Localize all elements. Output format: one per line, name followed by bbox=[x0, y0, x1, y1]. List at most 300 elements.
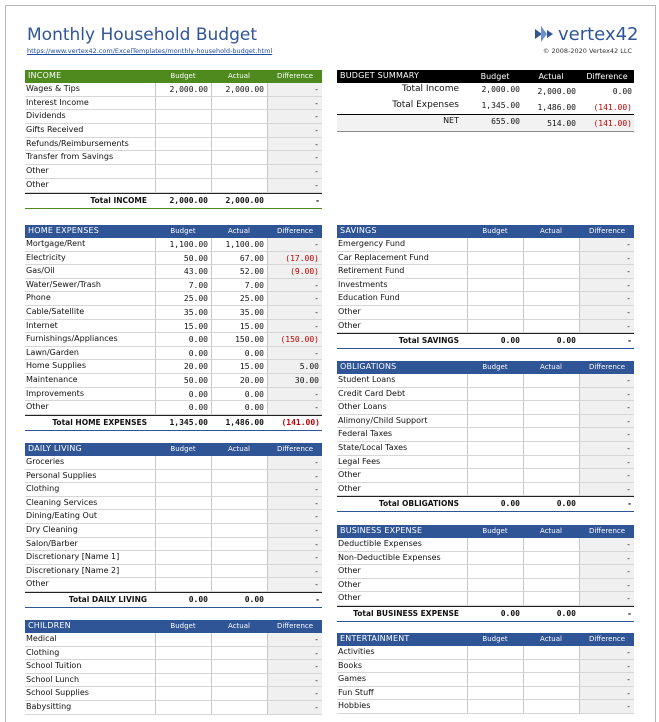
obligations-total-actual: 0.00 bbox=[556, 499, 576, 509]
children-budget-input[interactable] bbox=[155, 633, 211, 647]
savings-actual-input[interactable] bbox=[523, 306, 579, 320]
entertainment-budget-input[interactable] bbox=[467, 673, 523, 687]
income-actual-input[interactable] bbox=[211, 165, 267, 179]
income-budget-input[interactable] bbox=[155, 179, 211, 193]
home-total-budget: 1,345.00 bbox=[169, 417, 208, 427]
daily-actual-input[interactable] bbox=[211, 578, 267, 592]
obligations-actual-input[interactable] bbox=[523, 415, 579, 429]
children-actual-input[interactable] bbox=[211, 660, 267, 674]
entertainment-budget-input[interactable] bbox=[467, 646, 523, 660]
income-budget-input[interactable] bbox=[155, 110, 211, 124]
savings-budget-input[interactable] bbox=[467, 279, 523, 293]
business-actual-input[interactable] bbox=[523, 592, 579, 606]
home-actual-input[interactable] bbox=[211, 388, 267, 402]
home-row bbox=[25, 292, 322, 306]
entertainment-row bbox=[337, 646, 634, 660]
home-budget-input[interactable] bbox=[155, 238, 211, 252]
obligations-difference-cell bbox=[579, 388, 634, 402]
obligations-actual-input[interactable] bbox=[523, 428, 579, 442]
home-budget-input[interactable] bbox=[155, 292, 211, 306]
income-actual-input[interactable] bbox=[211, 110, 267, 124]
home-difference-value: - bbox=[314, 389, 319, 399]
income-actual-input[interactable] bbox=[211, 151, 267, 165]
obligations-row-label: State/Local Taxes bbox=[338, 442, 408, 452]
entertainment-actual-input[interactable] bbox=[523, 700, 579, 714]
entertainment-actual-input[interactable] bbox=[523, 673, 579, 687]
daily-label-cell bbox=[25, 524, 155, 538]
home-actual-input[interactable] bbox=[211, 374, 267, 388]
daily-row bbox=[25, 538, 322, 552]
home-budget-input[interactable] bbox=[155, 347, 211, 361]
income-row-label: Transfer from Savings bbox=[26, 152, 114, 162]
income-col-actual: Actual bbox=[228, 72, 250, 80]
business-actual-input[interactable] bbox=[523, 538, 579, 552]
obligations-difference-cell bbox=[579, 483, 634, 497]
home-actual-input[interactable] bbox=[211, 333, 267, 347]
home-row-label: Phone bbox=[26, 293, 51, 303]
savings-difference-cell bbox=[579, 265, 634, 279]
income-budget-input[interactable] bbox=[155, 124, 211, 138]
savings-actual-input[interactable] bbox=[523, 265, 579, 279]
entertainment-difference-value: - bbox=[626, 648, 631, 657]
home-budget-input[interactable] bbox=[155, 252, 211, 266]
copyright: © 2008-2020 Vertex42 LLC bbox=[542, 47, 632, 55]
home-actual-value: 0.00 bbox=[244, 403, 264, 413]
home-actual-input[interactable] bbox=[211, 347, 267, 361]
income-actual-input[interactable] bbox=[211, 97, 267, 111]
income-difference-cell bbox=[267, 151, 322, 165]
entertainment-col-difference: Difference bbox=[588, 635, 626, 643]
summary-expenses-actual: 1,486.00 bbox=[537, 102, 576, 112]
home-difference-cell bbox=[267, 292, 322, 306]
obligations-row bbox=[337, 483, 634, 497]
obligations-row bbox=[337, 469, 634, 483]
obligations-row-label: Other Loans bbox=[338, 402, 387, 412]
obligations-row bbox=[337, 428, 634, 442]
savings-row bbox=[337, 292, 634, 306]
daily-row-label: Dry Cleaning bbox=[26, 524, 78, 534]
daily-budget-input[interactable] bbox=[155, 497, 211, 511]
business-row-label: Non-Deductible Expenses bbox=[338, 552, 441, 562]
obligations-row bbox=[337, 388, 634, 402]
children-actual-input[interactable] bbox=[211, 701, 267, 715]
obligations-col-budget: Budget bbox=[482, 363, 508, 371]
home-budget-input[interactable] bbox=[155, 265, 211, 279]
savings-budget-input[interactable] bbox=[467, 292, 523, 306]
home-label-cell bbox=[25, 401, 155, 415]
obligations-budget-input[interactable] bbox=[467, 469, 523, 483]
home-row bbox=[25, 279, 322, 293]
obligations-difference-value: - bbox=[626, 389, 631, 399]
children-difference-cell bbox=[267, 633, 322, 647]
entertainment-col-budget: Budget bbox=[482, 635, 508, 643]
obligations-difference-value: - bbox=[626, 403, 631, 413]
savings-total-budget: 0.00 bbox=[500, 336, 520, 346]
obligations-label-cell bbox=[337, 388, 467, 402]
home-row-label: Water/Sewer/Trash bbox=[26, 279, 101, 289]
income-row bbox=[25, 165, 322, 179]
income-col-difference: Difference bbox=[276, 72, 314, 80]
home-actual-value: 20.00 bbox=[239, 375, 264, 385]
entertainment-difference-value: - bbox=[626, 688, 631, 698]
obligations-label-cell bbox=[337, 415, 467, 429]
daily-budget-input[interactable] bbox=[155, 524, 211, 538]
home-actual-input[interactable] bbox=[211, 252, 267, 266]
children-label-cell bbox=[25, 660, 155, 674]
obligations-actual-input[interactable] bbox=[523, 483, 579, 497]
children-budget-input[interactable] bbox=[155, 674, 211, 688]
daily-row bbox=[25, 497, 322, 511]
home-budget-value: 7.00 bbox=[188, 280, 208, 290]
daily-actual-input[interactable] bbox=[211, 470, 267, 484]
home-label-cell bbox=[25, 388, 155, 402]
entertainment-difference-value: - bbox=[626, 675, 631, 685]
home-row-label: Mortgage/Rent bbox=[26, 239, 86, 248]
children-table bbox=[25, 620, 322, 715]
summary-expenses-diff: (141.00) bbox=[593, 102, 632, 112]
home-actual-input[interactable] bbox=[211, 292, 267, 306]
daily-row-label: Discretionary [Name 1] bbox=[26, 552, 120, 562]
business-total-actual: 0.00 bbox=[556, 608, 576, 618]
income-label-cell bbox=[25, 138, 155, 152]
daily-budget-input[interactable] bbox=[155, 538, 211, 552]
obligations-actual-input[interactable] bbox=[523, 469, 579, 483]
business-actual-input[interactable] bbox=[523, 565, 579, 579]
home-total-actual: 1,486.00 bbox=[225, 417, 264, 427]
entertainment-budget-input[interactable] bbox=[467, 687, 523, 701]
children-difference-cell bbox=[267, 701, 322, 715]
daily-actual-input[interactable] bbox=[211, 510, 267, 524]
children-budget-input[interactable] bbox=[155, 701, 211, 715]
obligations-label-cell bbox=[337, 428, 467, 442]
home-difference-cell bbox=[267, 252, 322, 266]
children-difference-value: - bbox=[314, 648, 319, 658]
savings-label-cell bbox=[337, 320, 467, 334]
savings-row bbox=[337, 320, 634, 334]
home-actual-input[interactable] bbox=[211, 238, 267, 252]
daily-row bbox=[25, 470, 322, 484]
home-budget-value: 1,100.00 bbox=[169, 240, 208, 249]
income-row-label: Interest Income bbox=[26, 97, 89, 107]
daily-difference-cell bbox=[267, 497, 322, 511]
income-row bbox=[25, 97, 322, 111]
entertainment-row bbox=[337, 673, 634, 687]
entertainment-difference-cell bbox=[579, 673, 634, 687]
daily-label-cell bbox=[25, 456, 155, 470]
entertainment-row-label: Games bbox=[338, 674, 366, 684]
entertainment-budget-input[interactable] bbox=[467, 700, 523, 714]
savings-header bbox=[337, 225, 634, 238]
entertainment-budget-input[interactable] bbox=[467, 660, 523, 674]
business-actual-input[interactable] bbox=[523, 552, 579, 566]
home-actual-value: 150.00 bbox=[235, 335, 264, 345]
entertainment-row-label: Activities bbox=[338, 647, 375, 656]
entertainment-label-cell bbox=[337, 687, 467, 701]
children-row bbox=[25, 660, 322, 674]
savings-total-diff: - bbox=[627, 336, 632, 346]
savings-actual-input[interactable] bbox=[523, 238, 579, 252]
obligations-row-label: Student Loans bbox=[338, 375, 396, 384]
income-difference-value: - bbox=[314, 85, 319, 94]
children-label-cell bbox=[25, 633, 155, 647]
children-col-budget: Budget bbox=[170, 622, 196, 630]
income-budget-input[interactable] bbox=[155, 138, 211, 152]
children-actual-input[interactable] bbox=[211, 633, 267, 647]
obligations-total-diff: - bbox=[627, 499, 632, 509]
daily-total-row bbox=[25, 592, 322, 608]
daily-header bbox=[25, 443, 322, 456]
income-row bbox=[25, 83, 322, 97]
children-header bbox=[25, 620, 322, 633]
obligations-actual-input[interactable] bbox=[523, 456, 579, 470]
business-row bbox=[337, 538, 634, 552]
obligations-col-actual: Actual bbox=[540, 363, 562, 371]
entertainment-difference-cell bbox=[579, 700, 634, 714]
savings-budget-input[interactable] bbox=[467, 320, 523, 334]
daily-row-label: Clothing bbox=[26, 484, 60, 494]
entertainment-label-cell bbox=[337, 673, 467, 687]
home-row bbox=[25, 306, 322, 320]
daily-actual-input[interactable] bbox=[211, 483, 267, 497]
home-budget-input[interactable] bbox=[155, 279, 211, 293]
home-budget-input[interactable] bbox=[155, 320, 211, 334]
business-difference-cell bbox=[579, 592, 634, 606]
children-budget-input[interactable] bbox=[155, 647, 211, 661]
summary-net-row bbox=[337, 115, 634, 132]
savings-actual-input[interactable] bbox=[523, 320, 579, 334]
home-budget-input[interactable] bbox=[155, 388, 211, 402]
template-link[interactable]: https://www.vertex42.com/ExcelTemplates/monthly-household-budget.html bbox=[27, 47, 273, 55]
savings-difference-value: - bbox=[626, 253, 631, 263]
income-actual-input[interactable] bbox=[211, 83, 267, 97]
daily-difference-value: - bbox=[314, 566, 319, 576]
home-difference-cell bbox=[267, 265, 322, 279]
home-budget-value: 0.00 bbox=[188, 335, 208, 345]
daily-budget-input[interactable] bbox=[155, 551, 211, 565]
daily-budget-input[interactable] bbox=[155, 483, 211, 497]
daily-actual-input[interactable] bbox=[211, 456, 267, 470]
daily-row bbox=[25, 578, 322, 592]
home-label-cell bbox=[25, 292, 155, 306]
daily-col-difference: Difference bbox=[276, 445, 314, 453]
home-difference-cell bbox=[267, 279, 322, 293]
home-actual-input[interactable] bbox=[211, 401, 267, 415]
children-row-label: School Tuition bbox=[26, 661, 82, 671]
savings-total-actual: 0.00 bbox=[556, 336, 576, 346]
savings-difference-value: - bbox=[626, 294, 631, 304]
daily-difference-cell bbox=[267, 565, 322, 579]
savings-actual-input[interactable] bbox=[523, 252, 579, 266]
home-row bbox=[25, 265, 322, 279]
daily-difference-value: - bbox=[314, 525, 319, 535]
savings-actual-input[interactable] bbox=[523, 279, 579, 293]
children-actual-input[interactable] bbox=[211, 647, 267, 661]
home-actual-input[interactable] bbox=[211, 279, 267, 293]
obligations-difference-cell bbox=[579, 415, 634, 429]
summary-income-budget: 2,000.00 bbox=[481, 85, 520, 94]
home-actual-input[interactable] bbox=[211, 320, 267, 334]
children-row-label: School Lunch bbox=[26, 674, 80, 684]
income-budget-input[interactable] bbox=[155, 165, 211, 179]
business-budget-input[interactable] bbox=[467, 538, 523, 552]
daily-label-cell bbox=[25, 578, 155, 592]
children-actual-input[interactable] bbox=[211, 674, 267, 688]
obligations-budget-input[interactable] bbox=[467, 456, 523, 470]
home-budget-value: 0.00 bbox=[188, 403, 208, 413]
obligations-actual-input[interactable] bbox=[523, 401, 579, 415]
savings-difference-cell bbox=[579, 292, 634, 306]
daily-col-budget: Budget bbox=[170, 445, 196, 453]
daily-budget-input[interactable] bbox=[155, 510, 211, 524]
daily-budget-input[interactable] bbox=[155, 565, 211, 579]
children-budget-input[interactable] bbox=[155, 660, 211, 674]
home-row-label: Gas/Oil bbox=[26, 266, 55, 276]
obligations-actual-input[interactable] bbox=[523, 442, 579, 456]
entertainment-actual-input[interactable] bbox=[523, 646, 579, 660]
obligations-actual-input[interactable] bbox=[523, 374, 579, 388]
savings-budget-input[interactable] bbox=[467, 252, 523, 266]
children-label-cell bbox=[25, 674, 155, 688]
children-label-cell bbox=[25, 687, 155, 701]
daily-total-budget: 0.00 bbox=[188, 594, 208, 604]
obligations-budget-input[interactable] bbox=[467, 415, 523, 429]
daily-row-label: Personal Supplies bbox=[26, 470, 97, 480]
home-budget-input[interactable] bbox=[155, 333, 211, 347]
summary-expenses-row bbox=[337, 99, 634, 116]
home-budget-value: 50.00 bbox=[183, 375, 208, 385]
income-budget-input[interactable] bbox=[155, 83, 211, 97]
obligations-row-label: Alimony/Child Support bbox=[338, 415, 428, 425]
daily-difference-value: - bbox=[314, 485, 319, 495]
home-difference-value: - bbox=[314, 240, 319, 249]
income-budget-input[interactable] bbox=[155, 151, 211, 165]
income-col-budget: Budget bbox=[170, 72, 196, 80]
income-difference-cell bbox=[267, 138, 322, 152]
income-actual-input[interactable] bbox=[211, 179, 267, 193]
entertainment-label-cell bbox=[337, 700, 467, 714]
savings-difference-value: - bbox=[626, 240, 631, 249]
daily-actual-input[interactable] bbox=[211, 497, 267, 511]
children-difference-value: - bbox=[314, 702, 319, 712]
obligations-actual-input[interactable] bbox=[523, 388, 579, 402]
children-actual-input[interactable] bbox=[211, 687, 267, 701]
home-difference-cell bbox=[267, 388, 322, 402]
obligations-difference-cell bbox=[579, 428, 634, 442]
obligations-label-cell bbox=[337, 442, 467, 456]
daily-budget-input[interactable] bbox=[155, 578, 211, 592]
home-difference-value: - bbox=[314, 294, 319, 304]
obligations-budget-input[interactable] bbox=[467, 428, 523, 442]
daily-row-label: Dining/Eating Out bbox=[26, 511, 98, 521]
home-label-cell bbox=[25, 333, 155, 347]
home-budget-input[interactable] bbox=[155, 374, 211, 388]
daily-difference-value: - bbox=[314, 458, 319, 467]
savings-total-label: Total SAVINGS bbox=[398, 336, 459, 346]
income-budget-input[interactable] bbox=[155, 97, 211, 111]
business-budget-input[interactable] bbox=[467, 552, 523, 566]
savings-budget-input[interactable] bbox=[467, 265, 523, 279]
obligations-label-cell bbox=[337, 483, 467, 497]
business-budget-input[interactable] bbox=[467, 592, 523, 606]
business-budget-input[interactable] bbox=[467, 579, 523, 593]
income-difference-cell bbox=[267, 97, 322, 111]
children-col-actual: Actual bbox=[228, 622, 250, 630]
entertainment-actual-input[interactable] bbox=[523, 660, 579, 674]
home-budget-input[interactable] bbox=[155, 306, 211, 320]
children-title: CHILDREN bbox=[28, 621, 71, 630]
business-difference-cell bbox=[579, 538, 634, 552]
home-col-actual: Actual bbox=[228, 227, 250, 235]
logo-text: vertex42 bbox=[558, 23, 639, 45]
business-col-difference: Difference bbox=[588, 527, 626, 535]
daily-label-cell bbox=[25, 565, 155, 579]
daily-actual-input[interactable] bbox=[211, 538, 267, 552]
business-budget-input[interactable] bbox=[467, 565, 523, 579]
daily-budget-input[interactable] bbox=[155, 470, 211, 484]
daily-difference-cell bbox=[267, 551, 322, 565]
home-budget-input[interactable] bbox=[155, 401, 211, 415]
home-header bbox=[25, 225, 322, 238]
business-col-budget: Budget bbox=[482, 527, 508, 535]
savings-row bbox=[337, 265, 634, 279]
business-difference-value: - bbox=[626, 553, 631, 563]
obligations-budget-input[interactable] bbox=[467, 442, 523, 456]
savings-difference-value: - bbox=[626, 321, 631, 331]
savings-budget-input[interactable] bbox=[467, 238, 523, 252]
business-total-diff: - bbox=[627, 608, 632, 618]
savings-actual-input[interactable] bbox=[523, 292, 579, 306]
business-row bbox=[337, 579, 634, 593]
income-row-label: Gifts Received bbox=[26, 125, 84, 135]
children-difference-value: - bbox=[314, 675, 319, 685]
home-budget-input[interactable] bbox=[155, 360, 211, 374]
children-budget-input[interactable] bbox=[155, 687, 211, 701]
obligations-budget-input[interactable] bbox=[467, 388, 523, 402]
business-row bbox=[337, 565, 634, 579]
savings-total-row bbox=[337, 333, 634, 349]
children-col-difference: Difference bbox=[276, 622, 314, 630]
entertainment-actual-input[interactable] bbox=[523, 687, 579, 701]
entertainment-difference-cell bbox=[579, 646, 634, 660]
obligations-budget-input[interactable] bbox=[467, 401, 523, 415]
daily-actual-input[interactable] bbox=[211, 524, 267, 538]
income-difference-value: - bbox=[314, 167, 319, 177]
home-budget-value: 20.00 bbox=[183, 362, 208, 372]
daily-difference-cell bbox=[267, 538, 322, 552]
home-label-cell bbox=[25, 320, 155, 334]
obligations-total-row bbox=[337, 496, 634, 512]
obligations-budget-input[interactable] bbox=[467, 483, 523, 497]
daily-actual-input[interactable] bbox=[211, 551, 267, 565]
children-row bbox=[25, 647, 322, 661]
income-actual-input[interactable] bbox=[211, 138, 267, 152]
daily-row bbox=[25, 456, 322, 470]
income-actual-input[interactable] bbox=[211, 124, 267, 138]
home-actual-input[interactable] bbox=[211, 306, 267, 320]
income-total-diff: - bbox=[315, 195, 320, 205]
savings-budget-input[interactable] bbox=[467, 306, 523, 320]
daily-actual-input[interactable] bbox=[211, 565, 267, 579]
obligations-budget-input[interactable] bbox=[467, 374, 523, 388]
business-actual-input[interactable] bbox=[523, 579, 579, 593]
daily-col-actual: Actual bbox=[228, 445, 250, 453]
daily-budget-input[interactable] bbox=[155, 456, 211, 470]
home-difference-value: (17.00) bbox=[285, 253, 319, 263]
savings-label-cell bbox=[337, 252, 467, 266]
daily-table bbox=[25, 443, 322, 608]
home-actual-input[interactable] bbox=[211, 265, 267, 279]
home-actual-input[interactable] bbox=[211, 360, 267, 374]
